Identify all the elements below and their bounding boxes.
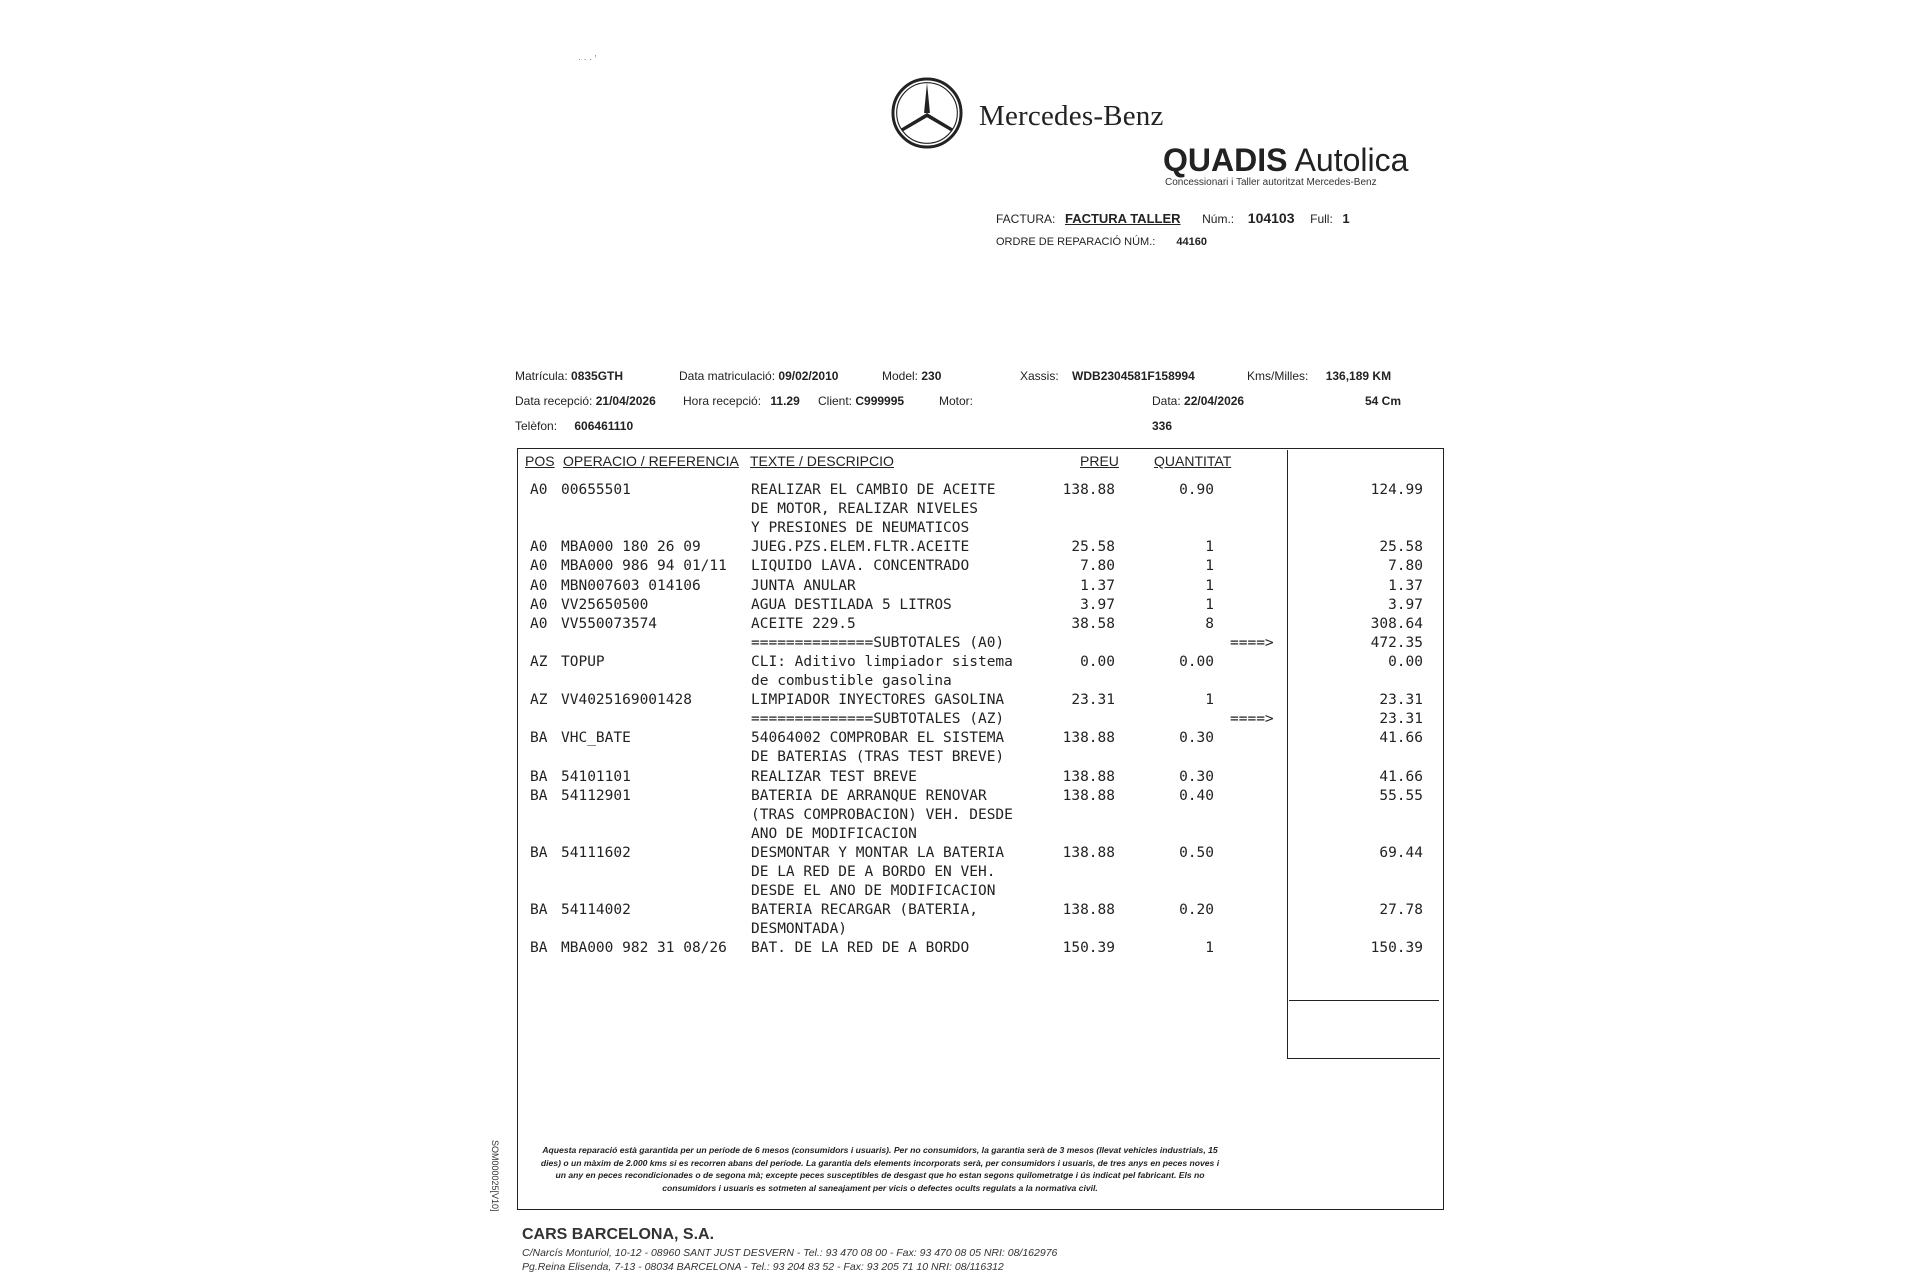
row-total: 0.00 xyxy=(1388,653,1423,670)
table-row xyxy=(0,578,1920,597)
cm-value: 54 Cm xyxy=(1365,394,1402,408)
row-reference: VV25650500 xyxy=(561,596,649,613)
form-code: SOM000025[V10] xyxy=(490,1140,500,1212)
dealer-subtitle: Concessionari i Taller autoritzat Mercedes-Benz xyxy=(1165,177,1377,188)
row-description: DESMONTAR Y MONTAR LA BATERIA xyxy=(751,844,1005,861)
row-price: 38.58 xyxy=(1071,615,1115,632)
row-description: de combustible gasolina xyxy=(751,673,952,689)
data-label: Data: xyxy=(1152,394,1181,408)
row-quantity: 0.00 xyxy=(1179,653,1214,670)
ordre-label: ORDRE DE REPARACIÓ NÚM.: xyxy=(996,236,1156,248)
row-description: ==============SUBTOTALES (AZ) xyxy=(751,711,1005,728)
data-matriculacio-value: 09/02/2010 xyxy=(778,369,839,383)
data-value: 22/04/2026 xyxy=(1184,394,1245,408)
table-row xyxy=(0,597,1920,616)
row-quantity: 1 xyxy=(1205,558,1214,575)
row-description: BATERIA DE ARRANQUE RENOVAR xyxy=(751,787,987,804)
scan-specks: · · · ʼ xyxy=(578,54,597,64)
row-reference: MBN007603 014106 xyxy=(561,577,701,594)
row-description: DE MOTOR, REALIZAR NIVELES xyxy=(751,501,978,518)
table-row xyxy=(0,807,1920,826)
row-description: REALIZAR EL CAMBIO DE ACEITE xyxy=(751,482,996,498)
table-row xyxy=(0,692,1920,711)
mercedes-star-logo xyxy=(890,76,964,150)
row-reference: MBA000 982 31 08/26 xyxy=(561,940,727,957)
row-quantity: 1 xyxy=(1205,596,1214,613)
row-reference: MBA000 986 94 01/11 xyxy=(561,558,727,575)
row-price: 25.58 xyxy=(1071,539,1115,556)
row-quantity: 1 xyxy=(1205,692,1214,709)
row-quantity: 1 xyxy=(1205,539,1214,556)
row-price: 23.31 xyxy=(1071,692,1115,709)
row-description: LIMPIADOR INYECTORES GASOLINA xyxy=(751,692,1005,709)
factura-label: FACTURA: xyxy=(996,212,1056,226)
row-total: 55.55 xyxy=(1379,787,1423,804)
row-description: REALIZAR TEST BREVE xyxy=(751,768,917,785)
brand-name: Mercedes-Benz xyxy=(979,100,1164,132)
hora-recepcio-label: Hora recepció: xyxy=(683,394,762,408)
row-total: 308.64 xyxy=(1370,615,1423,632)
ordre-line xyxy=(996,236,1207,248)
client-field xyxy=(818,394,904,408)
row-pos: BA xyxy=(530,768,548,785)
row-quantity: 0.30 xyxy=(1179,730,1214,747)
row-reference: VHC_BATE xyxy=(561,730,631,747)
factura-value: FACTURA TALLER xyxy=(1064,211,1181,226)
warranty-notice: Aquesta reparació està garantida per un període de 6 mesos (consumidors i usuaris). Per no consumidors, la garantia serà de 3 mesos (llevat vehicles industrials, 15 dies) o un màxim de 2.000 kms si es recorren abans del període. La garantia dels elements incorporats serà, per consumidors i usuaris, de tres anys en peces noves i un any en peces recondicionades o de segona mà; excepte peces susceptibles de desgast que ho estan segons quilometratge i ús indicat pel fabricant. Els no consumidors i usuaris es sotmeten al saneajament per vicis o defectes ocults regulats a la normativa civil. xyxy=(540,1145,1220,1193)
data-matriculacio-field xyxy=(679,369,838,383)
dealer-name-bold: QUADIS xyxy=(1163,142,1288,178)
table-row xyxy=(0,539,1920,558)
table-row xyxy=(0,902,1920,921)
row-total: 472.35 xyxy=(1370,634,1423,651)
row-pos: A0 xyxy=(530,577,548,594)
totals-separator xyxy=(1289,1000,1439,1001)
row-quantity: 0.50 xyxy=(1179,844,1214,861)
client-value: C999995 xyxy=(855,394,905,408)
row-total: 3.97 xyxy=(1388,596,1423,613)
matricula-label: Matrícula: xyxy=(515,369,568,383)
row-pos: A0 xyxy=(530,596,548,613)
table-row xyxy=(0,673,1920,692)
row-total: 23.31 xyxy=(1379,711,1423,728)
row-total: 7.80 xyxy=(1388,558,1423,575)
row-reference: MBA000 180 26 09 xyxy=(561,539,701,556)
header-pos: POS xyxy=(525,453,555,469)
table-row xyxy=(0,711,1920,730)
header-preu: PREU xyxy=(1080,453,1119,469)
num-label: Núm.: xyxy=(1202,212,1235,226)
table-row xyxy=(0,883,1920,902)
table-row xyxy=(0,558,1920,577)
row-reference: TOPUP xyxy=(561,653,605,670)
num-value: 104103 xyxy=(1247,210,1295,226)
table-row xyxy=(0,921,1920,940)
row-subtotal-arrow: ====> xyxy=(1230,634,1274,651)
telefon-value: 606461110 xyxy=(574,419,634,433)
row-reference: VV550073574 xyxy=(561,615,658,632)
table-row xyxy=(0,635,1920,654)
row-reference: 54101101 xyxy=(561,768,631,785)
row-price: 138.88 xyxy=(1062,482,1115,498)
row-description: CLI: Aditivo limpiador sistema xyxy=(751,653,1013,670)
table-row xyxy=(0,501,1920,520)
matricula-field xyxy=(515,369,623,383)
row-reference: 54111602 xyxy=(561,844,631,861)
extra-field xyxy=(1152,419,1172,433)
row-total: 25.58 xyxy=(1379,539,1423,556)
ordre-value: 44160 xyxy=(1176,236,1207,248)
row-description: BAT. DE LA RED DE A BORDO xyxy=(751,940,970,957)
kms-label: Kms/Milles: xyxy=(1247,369,1309,383)
table-row xyxy=(0,769,1920,788)
xassis-label: Xassis: xyxy=(1020,369,1059,383)
row-description: JUNTA ANULAR xyxy=(751,577,856,594)
row-total: 1.37 xyxy=(1388,577,1423,594)
full-value: 1 xyxy=(1342,211,1350,226)
model-label: Model: xyxy=(882,369,919,383)
invoice-type-line xyxy=(996,210,1350,226)
data-recepcio-value: 21/04/2026 xyxy=(595,394,656,408)
row-description: DE LA RED DE A BORDO EN VEH. xyxy=(751,864,996,880)
row-total: 124.99 xyxy=(1370,482,1423,498)
row-description: 54064002 COMPROBAR EL SISTEMA xyxy=(751,730,1005,747)
model-field xyxy=(882,369,941,383)
row-pos: BA xyxy=(530,787,548,804)
full-label: Full: xyxy=(1310,212,1333,226)
hora-recepcio-field xyxy=(683,394,800,408)
row-total: 69.44 xyxy=(1379,844,1423,861)
row-pos: A0 xyxy=(530,539,548,556)
row-price: 138.88 xyxy=(1062,902,1115,919)
hora-recepcio-value: 11.29 xyxy=(770,394,800,408)
xassis-value: WDB2304581F158994 xyxy=(1072,369,1195,383)
table-row xyxy=(0,788,1920,807)
motor-label: Motor: xyxy=(939,394,974,408)
row-price: 150.39 xyxy=(1062,940,1115,957)
row-price: 138.88 xyxy=(1062,787,1115,804)
telefon-label: Telèfon: xyxy=(515,419,558,433)
model-value: 230 xyxy=(921,369,942,383)
row-total: 41.66 xyxy=(1379,730,1423,747)
row-total: 27.78 xyxy=(1379,902,1423,919)
row-description: AGUA DESTILADA 5 LITROS xyxy=(751,596,952,613)
cm-field xyxy=(1365,394,1401,408)
address-line-1: C/Narcís Monturiol, 10-12 - 08960 SANT JUST DESVERN - Tel.: 93 470 08 00 - Fax: 93 470 08 05 NRI: 08/162976 xyxy=(522,1247,1058,1259)
row-quantity: 8 xyxy=(1205,615,1214,632)
telefon-field xyxy=(515,419,633,433)
row-pos: A0 xyxy=(530,482,548,498)
row-description: ==============SUBTOTALES (A0) xyxy=(751,634,1005,651)
row-pos: A0 xyxy=(530,558,548,575)
table-row xyxy=(0,749,1920,768)
data-recepcio-field xyxy=(515,394,656,408)
row-reference: VV4025169001428 xyxy=(561,692,692,709)
row-pos: BA xyxy=(530,730,548,747)
table-row xyxy=(0,864,1920,883)
client-label: Client: xyxy=(818,394,853,408)
row-description: ACEITE 229.5 xyxy=(751,615,856,632)
row-pos: A0 xyxy=(530,615,548,632)
motor-field xyxy=(939,394,973,408)
row-description: DESMONTADA) xyxy=(751,921,848,938)
row-total: 23.31 xyxy=(1379,692,1423,709)
table-row xyxy=(0,520,1920,539)
row-total: 41.66 xyxy=(1379,768,1423,785)
kms-value: 136,189 KM xyxy=(1325,369,1392,383)
data-matriculacio-label: Data matriculació: xyxy=(679,369,776,383)
row-total: 150.39 xyxy=(1370,940,1423,957)
extra-value: 336 xyxy=(1152,419,1173,433)
row-pos: AZ xyxy=(530,653,548,670)
data-field xyxy=(1152,394,1244,408)
row-reference: 00655501 xyxy=(561,482,631,498)
row-reference: 54114002 xyxy=(561,902,631,919)
row-pos: BA xyxy=(530,902,548,919)
table-row xyxy=(0,654,1920,673)
row-pos: BA xyxy=(530,940,548,957)
row-price: 0.00 xyxy=(1080,653,1115,670)
table-row xyxy=(0,730,1920,749)
table-row xyxy=(0,616,1920,635)
row-subtotal-arrow: ====> xyxy=(1230,711,1274,728)
row-description: ANO DE MODIFICACION xyxy=(751,825,917,842)
row-quantity: 0.20 xyxy=(1179,902,1214,919)
row-quantity: 1 xyxy=(1205,940,1214,957)
table-row xyxy=(0,826,1920,845)
row-price: 138.88 xyxy=(1062,844,1115,861)
address-line-2: Pg.Reina Elisenda, 7-13 - 08034 BARCELONA - Tel.: 93 204 83 52 - Fax: 93 205 71 10 NRI: 08/116312 xyxy=(522,1261,1004,1273)
xassis-field xyxy=(1020,369,1195,383)
row-reference: 54112901 xyxy=(561,787,631,804)
data-recepcio-label: Data recepció: xyxy=(515,394,593,408)
row-price: 7.80 xyxy=(1080,558,1115,575)
row-description: LIQUIDO LAVA. CONCENTRADO xyxy=(751,558,970,575)
row-description: BATERIA RECARGAR (BATERIA, xyxy=(751,902,978,919)
table-row xyxy=(0,845,1920,864)
row-price: 138.88 xyxy=(1062,730,1115,747)
dealer-name-rest: Autolica xyxy=(1294,142,1409,178)
company-name: CARS BARCELONA, S.A. xyxy=(522,1226,715,1243)
dealer-name xyxy=(1163,142,1408,179)
matricula-value: 0835GTH xyxy=(571,369,624,383)
row-price: 138.88 xyxy=(1062,768,1115,785)
kms-field xyxy=(1247,369,1391,383)
row-quantity: 0.40 xyxy=(1179,787,1214,804)
row-quantity: 1 xyxy=(1205,577,1214,594)
row-description: DESDE EL ANO DE MODIFICACION xyxy=(751,883,996,900)
row-description: Y PRESIONES DE NEUMATICOS xyxy=(751,520,970,537)
row-description: DE BATERIAS (TRAS TEST BREVE) xyxy=(751,749,1005,766)
row-pos: BA xyxy=(530,844,548,861)
row-pos: AZ xyxy=(530,692,548,709)
row-description: JUEG.PZS.ELEM.FLTR.ACEITE xyxy=(751,539,970,556)
header-qty: QUANTITAT xyxy=(1154,453,1232,469)
header-desc: TEXTE / DESCRIPCIO xyxy=(750,453,894,469)
row-quantity: 0.30 xyxy=(1179,768,1214,785)
table-row xyxy=(0,482,1920,501)
table-row xyxy=(0,940,1920,959)
row-price: 1.37 xyxy=(1080,577,1115,594)
row-quantity: 0.90 xyxy=(1179,482,1214,498)
row-price: 3.97 xyxy=(1080,596,1115,613)
row-description: (TRAS COMPROBACION) VEH. DESDE xyxy=(751,806,1013,823)
header-ref: OPERACIO / REFERENCIA xyxy=(563,453,739,469)
